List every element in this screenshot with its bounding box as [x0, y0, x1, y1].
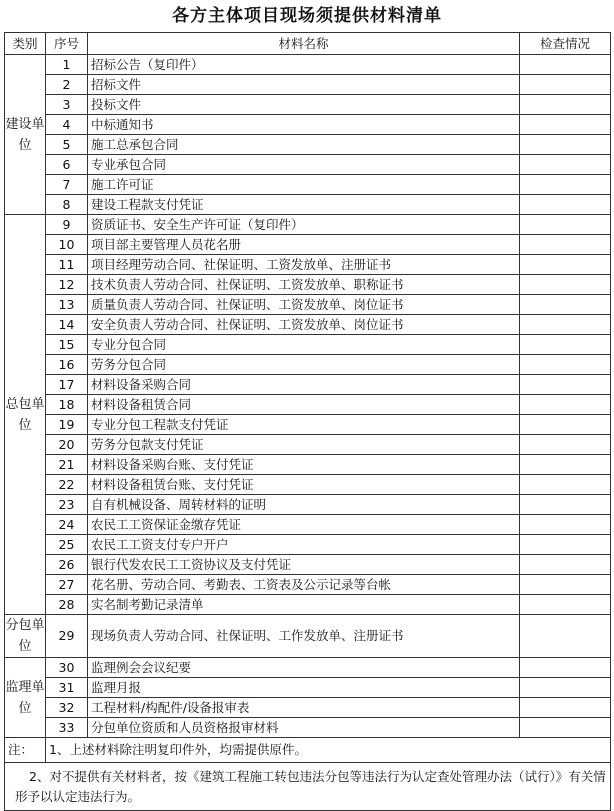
check-cell[interactable]: [520, 175, 611, 195]
table-row: [5, 698, 611, 718]
seq-cell: 7: [46, 175, 88, 195]
check-cell[interactable]: [520, 395, 611, 415]
seq-cell: 16: [46, 355, 88, 375]
table-row: [5, 595, 611, 615]
table-row: [5, 615, 611, 658]
check-cell[interactable]: [520, 658, 611, 678]
table-row: [5, 515, 611, 535]
check-cell[interactable]: [520, 295, 611, 315]
material-name-cell: 农民工工资保证金缴存凭证: [88, 515, 520, 535]
table-row: [5, 195, 611, 215]
note-2: 2、对不提供有关材料者，按《建筑工程施工转包违法分包等违法行为认定查处管理办法（试行）》有关情形予以认定违法行为。: [5, 763, 611, 811]
check-cell[interactable]: [520, 75, 611, 95]
header-check: 检查情况: [520, 33, 611, 55]
table-row: [5, 535, 611, 555]
seq-cell: 5: [46, 135, 88, 155]
table-row: [5, 718, 611, 738]
seq-cell: 23: [46, 495, 88, 515]
check-cell[interactable]: [520, 355, 611, 375]
seq-cell: 2: [46, 75, 88, 95]
material-name-cell: 资质证书、安全生产许可证（复印件）: [88, 215, 520, 235]
check-cell[interactable]: [520, 575, 611, 595]
table-row: [5, 115, 611, 135]
table-row: [5, 255, 611, 275]
material-name-cell: 建设工程款支付凭证: [88, 195, 520, 215]
check-cell[interactable]: [520, 415, 611, 435]
seq-cell: 30: [46, 658, 88, 678]
check-cell[interactable]: [520, 475, 611, 495]
material-name-cell: 安全负责人劳动合同、社保证明、工资发放单、岗位证书: [88, 315, 520, 335]
seq-cell: 20: [46, 435, 88, 455]
table-row: [5, 155, 611, 175]
material-name-cell: 项目经理劳动合同、社保证明、工资发放单、注册证书: [88, 255, 520, 275]
header-name: 材料名称: [88, 33, 520, 55]
seq-cell: 21: [46, 455, 88, 475]
check-cell[interactable]: [520, 155, 611, 175]
document-title: 各方主体项目现场须提供材料清单: [172, 6, 442, 26]
material-name-cell: 劳务分包合同: [88, 355, 520, 375]
check-cell[interactable]: [520, 335, 611, 355]
material-name-cell: 现场负责人劳动合同、社保证明、工作发放单、注册证书: [88, 615, 520, 658]
seq-cell: 14: [46, 315, 88, 335]
seq-cell: 18: [46, 395, 88, 415]
material-name-cell: 实名制考勤记录清单: [88, 595, 520, 615]
material-name-cell: 专业分包合同: [88, 335, 520, 355]
table-row: [5, 75, 611, 95]
note-1: 1、上述材料除注明复印件外，均需提供原件。: [46, 738, 611, 763]
check-cell[interactable]: [520, 698, 611, 718]
seq-cell: 9: [46, 215, 88, 235]
note-label: 注：: [5, 738, 46, 763]
check-cell[interactable]: [520, 235, 611, 255]
material-name-cell: 分包单位资质和人员资格报审材料: [88, 718, 520, 738]
check-cell[interactable]: [520, 275, 611, 295]
material-name-cell: 技术负责人劳动合同、社保证明、工资发放单、职称证书: [88, 275, 520, 295]
check-cell[interactable]: [520, 95, 611, 115]
category-cell: 建设单位: [5, 55, 46, 215]
check-cell[interactable]: [520, 495, 611, 515]
material-name-cell: 中标通知书: [88, 115, 520, 135]
seq-cell: 24: [46, 515, 88, 535]
check-cell[interactable]: [520, 135, 611, 155]
seq-cell: 27: [46, 575, 88, 595]
seq-cell: 22: [46, 475, 88, 495]
materials-table: [4, 32, 611, 811]
check-cell[interactable]: [520, 255, 611, 275]
check-cell[interactable]: [520, 555, 611, 575]
table-row: [5, 55, 611, 75]
check-cell[interactable]: [520, 515, 611, 535]
table-row: [5, 135, 611, 155]
material-name-cell: 专业分包工程款支付凭证: [88, 415, 520, 435]
table-row: [5, 395, 611, 415]
note-row: [5, 763, 611, 811]
table-row: [5, 415, 611, 435]
table-row: [5, 575, 611, 595]
table-header-row: [5, 33, 611, 55]
table-row: [5, 295, 611, 315]
header-category: 类别: [5, 33, 46, 55]
seq-cell: 28: [46, 595, 88, 615]
seq-cell: 19: [46, 415, 88, 435]
seq-cell: 25: [46, 535, 88, 555]
material-name-cell: 监理例会会议纪要: [88, 658, 520, 678]
seq-cell: 31: [46, 678, 88, 698]
material-name-cell: 招标文件: [88, 75, 520, 95]
seq-cell: 12: [46, 275, 88, 295]
seq-cell: 26: [46, 555, 88, 575]
seq-cell: 6: [46, 155, 88, 175]
check-cell[interactable]: [520, 215, 611, 235]
note-row: [5, 738, 611, 763]
check-cell[interactable]: [520, 455, 611, 475]
table-row: [5, 455, 611, 475]
material-name-cell: 花名册、劳动合同、考勤表、工资表及公示记录等台帐: [88, 575, 520, 595]
category-cell: 分包单位: [5, 615, 46, 658]
table-row: [5, 95, 611, 115]
check-cell[interactable]: [520, 535, 611, 555]
check-cell[interactable]: [520, 615, 611, 658]
seq-cell: 10: [46, 235, 88, 255]
check-cell[interactable]: [520, 435, 611, 455]
material-name-cell: 专业承包合同: [88, 155, 520, 175]
check-cell[interactable]: [520, 718, 611, 738]
material-name-cell: 材料设备采购台账、支付凭证: [88, 455, 520, 475]
table-row: [5, 275, 611, 295]
check-cell[interactable]: [520, 195, 611, 215]
check-cell[interactable]: [520, 55, 611, 75]
table-row: [5, 495, 611, 515]
material-name-cell: 施工许可证: [88, 175, 520, 195]
material-name-cell: 招标公告（复印件）: [88, 55, 520, 75]
category-cell: 监理单位: [5, 658, 46, 738]
seq-cell: 3: [46, 95, 88, 115]
seq-cell: 11: [46, 255, 88, 275]
check-cell[interactable]: [520, 115, 611, 135]
table-row: [5, 355, 611, 375]
check-cell[interactable]: [520, 315, 611, 335]
check-cell[interactable]: [520, 375, 611, 395]
table-row: [5, 658, 611, 678]
material-name-cell: 材料设备租赁台账、支付凭证: [88, 475, 520, 495]
material-name-cell: 工程材料/构配件/设备报审表: [88, 698, 520, 718]
table-row: [5, 555, 611, 575]
material-name-cell: 材料设备租赁合同: [88, 395, 520, 415]
material-name-cell: 自有机械设备、周转材料的证明: [88, 495, 520, 515]
seq-cell: 33: [46, 718, 88, 738]
seq-cell: 29: [46, 615, 88, 658]
seq-cell: 13: [46, 295, 88, 315]
check-cell[interactable]: [520, 595, 611, 615]
table-row: [5, 215, 611, 235]
seq-cell: 15: [46, 335, 88, 355]
seq-cell: 8: [46, 195, 88, 215]
table-row: [5, 335, 611, 355]
table-row: [5, 475, 611, 495]
category-cell: 总包单位: [5, 215, 46, 615]
material-name-cell: 农民工工资支付专户开户: [88, 535, 520, 555]
material-name-cell: 材料设备采购合同: [88, 375, 520, 395]
seq-cell: 32: [46, 698, 88, 718]
seq-cell: 1: [46, 55, 88, 75]
seq-cell: 4: [46, 115, 88, 135]
seq-cell: 17: [46, 375, 88, 395]
table-row: [5, 235, 611, 255]
table-row: [5, 435, 611, 455]
check-cell[interactable]: [520, 678, 611, 698]
table-row: [5, 375, 611, 395]
material-name-cell: 银行代发农民工工资协议及支付凭证: [88, 555, 520, 575]
material-name-cell: 劳务分包款支付凭证: [88, 435, 520, 455]
table-row: [5, 315, 611, 335]
table-row: [5, 678, 611, 698]
material-name-cell: 施工总承包合同: [88, 135, 520, 155]
material-name-cell: 项目部主要管理人员花名册: [88, 235, 520, 255]
material-name-cell: 投标文件: [88, 95, 520, 115]
table-row: [5, 175, 611, 195]
header-seq: 序号: [46, 33, 88, 55]
material-name-cell: 质量负责人劳动合同、社保证明、工资发放单、岗位证书: [88, 295, 520, 315]
material-name-cell: 监理月报: [88, 678, 520, 698]
